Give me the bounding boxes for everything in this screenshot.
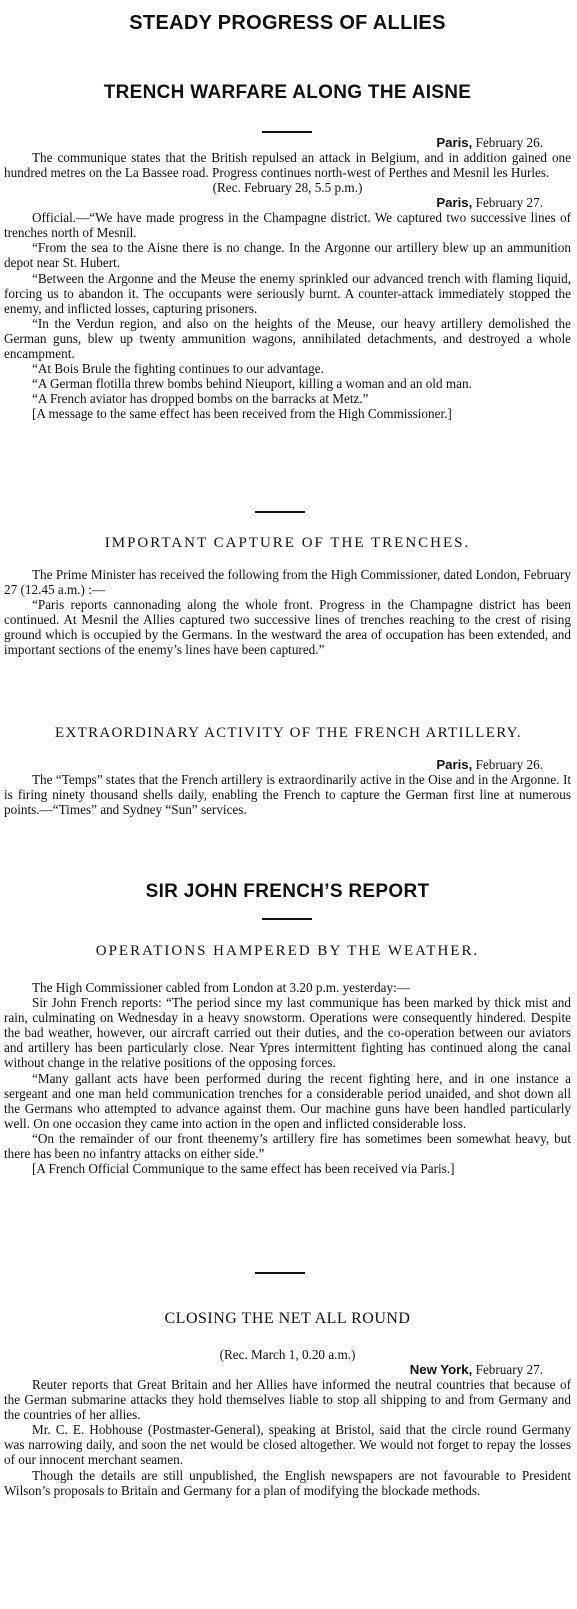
- section-headline-artillery: EXTRAORDINARY ACTIVITY OF THE FRENCH ARTILLERY.: [55, 725, 522, 741]
- divider-rule: [262, 131, 312, 133]
- divider-rule: [255, 511, 305, 513]
- divider-rule: [255, 1272, 305, 1274]
- dateline: Paris, February 26.: [436, 135, 543, 150]
- paragraph: “At Bois Brule the fighting continues to our advantage.: [32, 361, 324, 377]
- main-headline: STEADY PROGRESS OF ALLIES: [129, 12, 446, 34]
- received-note: (Rec. February 28, 5.5 p.m.): [212, 180, 363, 196]
- paragraph: The “Temps” states that the French artillery is extraordinarily active in the Oise and in the Argonne. It is firing ninety thousand shells daily, enabling the French to capture the German first line at numerous points.—“Times” and Sydney “Sun” services.: [4, 772, 571, 818]
- section-capture: [4, 567, 571, 658]
- paragraph: Reuter reports that Great Britain and her Allies have informed the neutral countries that because of the German submarine attacks they hold themselves liable to stop all shipping to and from Germany and the countries of her allies.: [4, 1377, 571, 1423]
- section-weather: [4, 980, 571, 1176]
- paragraph: The Prime Minister has received the following from the High Commissioner, dated London, February 27 (12.45 a.m.) :—: [4, 567, 571, 598]
- paragraph: Sir John French reports: “The period since my last communique has been marked by thick mist and rain, culminating on Wednesday in a heavy snowstorm. Operations were consequently hindered. Despite the bad weather, however, our aircraft carried out their duties, and the co-operation between our aviators and artillery has been particularly close. Near Ypres intermittent fighting has continued along the canal without change in the relative positions of the opposing forces.: [4, 995, 571, 1071]
- paragraph: “Between the Argonne and the Meuse the enemy sprinkled our advanced trench with flaming liquid, forcing us to abandon it. The occupants were seriously burnt. A counter-attack immediately stopped the enemy, and inflicted losses, capturing prisoners.: [4, 270, 571, 316]
- paragraph: “Paris reports cannonading along the whole front. Progress in the Champagne district has been continued. At Mesnil the Allies captured two successive lines of trenches reaching to the crest of rising ground which is occupied by the Germans. In the westward the area of occupation has been extended, and important sections of the enemy’s lines have been captured.”: [4, 597, 571, 658]
- section-aisne: [4, 135, 571, 422]
- dateline: Paris, February 26.: [436, 757, 543, 772]
- paragraph: “On the remainder of our front theenemy’s artillery fire has sometimes been somewhat heavy, but there has been no infantry attacks on either side.”: [4, 1130, 571, 1162]
- section-headline-net: CLOSING THE NET ALL ROUND: [164, 1310, 411, 1327]
- paragraph: Mr. C. E. Hobhouse (Postmaster-General), speaking at Bristol, said that the circle round Germany was narrowing daily, and soon the net would be closed altogether. We would not forget to repay the losses of our innocent merchant seamen.: [4, 1422, 571, 1468]
- paragraph: [A French Official Communique to the same effect has been received via Paris.]: [32, 1161, 455, 1177]
- section-headline-weather: OPERATIONS HAMPERED BY THE WEATHER.: [95, 943, 480, 959]
- dateline: Paris, February 27.: [436, 195, 543, 211]
- paragraph: “From the sea to the Aisne there is no change. In the Argonne our artillery blew up an ammunition depot near St. Hubert.: [4, 240, 571, 271]
- paragraph: “Many gallant acts have been performed during the recent fighting here, and in one instance a sergeant and one man held communication trenches for a considerable period unaided, and shot down all the Germans who attempted to advance against them. Our machine guns have been handled particularly well. On one occasion they came into action in the open and inflicted considerable loss.: [4, 1070, 571, 1131]
- paragraph: “In the Verdun region, and also on the heights of the Meuse, our heavy artillery demolished the German guns, blew up twenty ammunition wagons, annihilated detachments, and destroyed a whole encampment.: [4, 315, 571, 362]
- section-net: [4, 1347, 571, 1498]
- paragraph: Though the details are still unpublished, the English newspapers are not favourable to President Wilson’s proposals to Britain and Germany for a plan of modifying the blockade methods.: [4, 1467, 571, 1498]
- paragraph: The High Commissioner cabled from London at 3.20 p.m. yesterday:—: [32, 980, 410, 995]
- divider-rule: [262, 918, 312, 920]
- paragraph: “A French aviator has dropped bombs on the barracks at Metz.”: [32, 391, 369, 407]
- sub-headline-aisne: TRENCH WARFARE ALONG THE AISNE: [103, 82, 472, 103]
- paragraph: Official.—“We have made progress in the Champagne district. We captured two successive lines of trenches north of Mesnil.: [4, 210, 571, 241]
- paragraph: The communique states that the British repulsed an attack in Belgium, and in addition gained one hundred metres on the La Bassee road. Progress continues north-west of Perthes and Mesnil les Hurles.: [4, 150, 571, 181]
- paragraph: [A message to the same effect has been received from the High Commissioner.]: [32, 406, 452, 422]
- main-headline-report: SIR JOHN FRENCH’S REPORT: [145, 881, 430, 902]
- section-artillery: [4, 757, 571, 817]
- dateline: New York, February 27.: [409, 1362, 543, 1377]
- received-note: (Rec. March 1, 0.20 a.m.): [219, 1347, 356, 1362]
- section-headline-capture: IMPORTANT CAPTURE OF THE TRENCHES.: [104, 535, 471, 551]
- paragraph: “A German flotilla threw bombs behind Nieuport, killing a woman and an old man.: [32, 376, 472, 392]
